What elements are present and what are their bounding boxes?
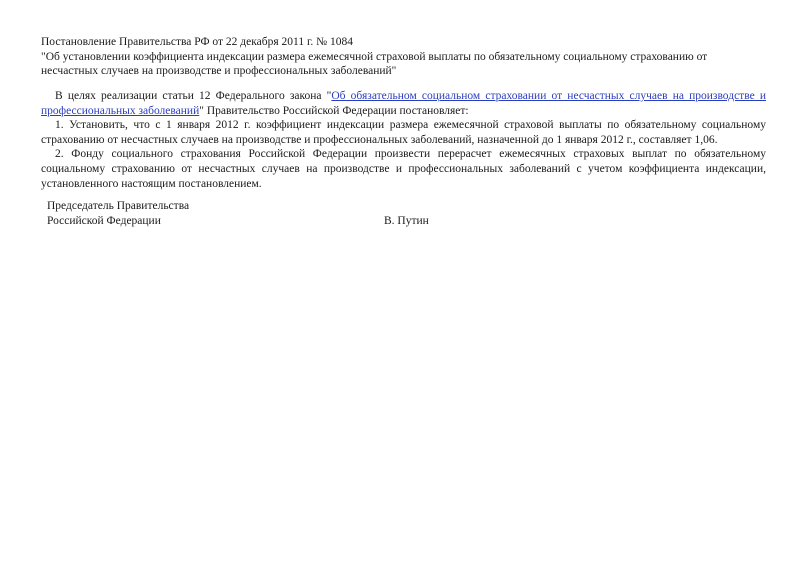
signature-row-2	[47, 214, 447, 229]
signatory-name: В. Путин	[384, 214, 429, 227]
document-title: Постановление Правительства РФ от 22 декабря 2011 г. № 1084	[41, 36, 354, 48]
signatory-position-line2: Российской Федерации	[47, 214, 161, 227]
signature-row-1	[47, 199, 447, 214]
document-body	[41, 89, 766, 191]
intro-text-before: В целях реализации статьи 12 Федерального закона "	[55, 90, 332, 102]
item-1-paragraph: 1. Установить, что с 1 января 2012 г. коэффициент индексации размера ежемесячной страховой выплаты по обязательному социальному страхованию от несчастных случаев на производстве и профессиональных заболеваний, назначенной до 1 января 2012 г., составляет 1,06.	[41, 119, 766, 146]
signatory-position-line1: Председатель Правительства	[47, 200, 190, 212]
item-2-paragraph: 2. Фонду социального страхования Российской Федерации произвести перерасчет ежемесячных страховых выплат по обязательному социальному страхованию от несчастных случаев на производстве и профессиональных заболеваний с учетом коэффициента индексации, установленного настоящим постановлением.	[41, 148, 766, 190]
document-header	[41, 35, 766, 79]
intro-paragraph	[41, 89, 766, 118]
document-subtitle: "Об установлении коэффициента индексации размера ежемесячной страховой выплаты по обязательному социальному страхованию от несчастных случаев на производстве и профессиональных заболеваний"	[41, 50, 708, 78]
intro-text-after: " Правительство Российской Федерации постановляет:	[199, 104, 469, 117]
federal-law-link[interactable]: Об обязательном социальном страховании от несчастных случаев на производстве и профессиональных заболеваний	[41, 90, 766, 117]
signature-block	[47, 199, 447, 228]
